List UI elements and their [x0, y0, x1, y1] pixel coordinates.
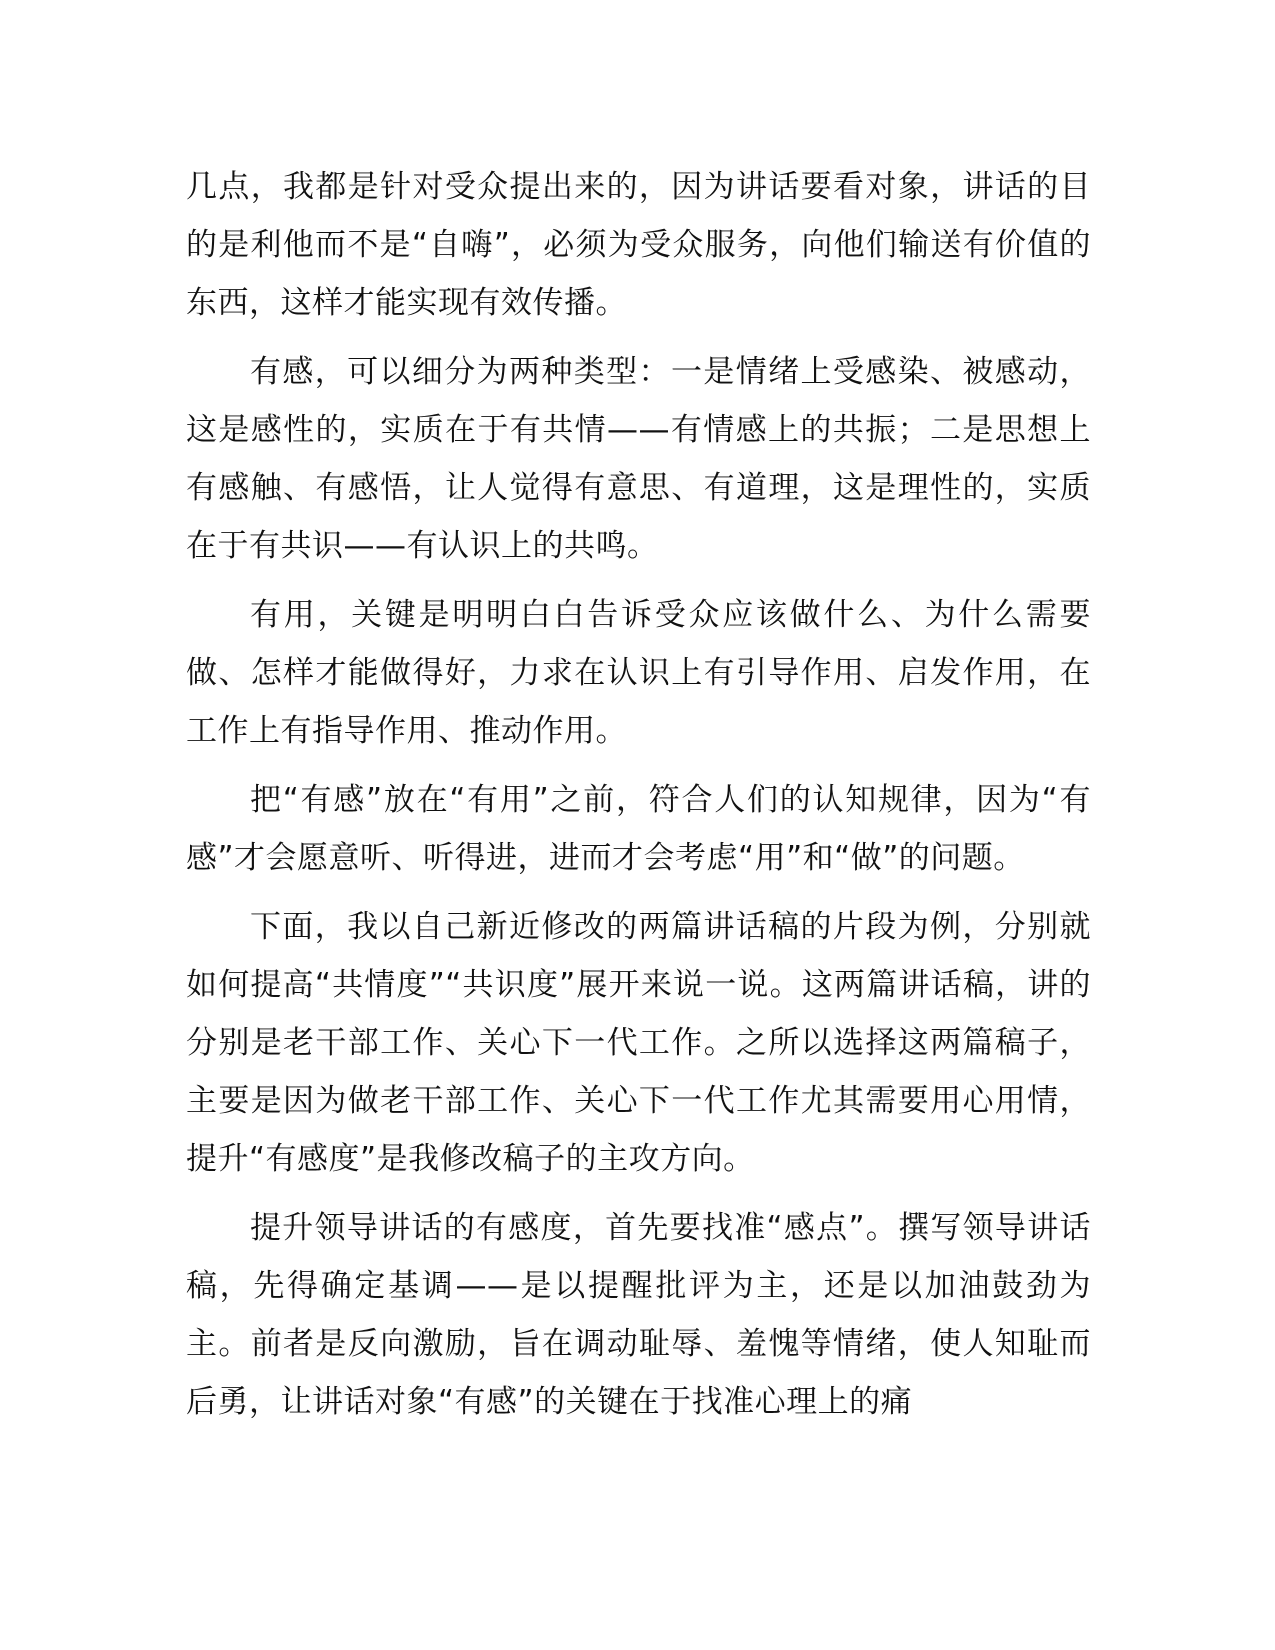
- paragraph-5: 下面，我以自己新近修改的两篇讲话稿的片段为例，分别就如何提高“共情度”“共识度”展开来说一说。这两篇讲话稿，讲的分别是老干部工作、关心下一代工作。之所以选择这两篇稿子，主要是因为做老干部工作、关心下一代工作尤其需要用心用情，提升“有感度”是我修改稿子的主攻方向。: [186, 909, 1091, 1177]
- paragraph-2: 有感，可以细分为两种类型：一是情绪上受感染、被感动，这是感性的，实质在于有共情——有情感上的共振；二是思想上有感触、有感悟，让人觉得有意思、有道理，这是理性的，实质在于有共识——有认识上的共鸣。: [186, 354, 1091, 564]
- paragraph-3: 有用，关键是明明白白告诉受众应该做什么、为什么需要做、怎样才能做得好，力求在认识上有引导作用、启发作用，在工作上有指导作用、推动作用。: [186, 597, 1091, 749]
- document-page: [186, 158, 1091, 1442]
- paragraph-1: 几点，我都是针对受众提出来的，因为讲话要看对象，讲话的目的是利他而不是“自嗨”，必须为受众服务，向他们输送有价值的东西，这样才能实现有效传播。: [186, 169, 1091, 321]
- paragraph-6: 提升领导讲话的有感度，首先要找准“感点”。撰写领导讲话稿，先得确定基调——是以提醒批评为主，还是以加油鼓劲为主。前者是反向激励，旨在调动耻辱、羞愧等情绪，使人知耻而后勇，让讲话对象“有感”的关键在于找准心理上的痛: [186, 1210, 1091, 1420]
- paragraph-4: 把“有感”放在“有用”之前，符合人们的认知规律，因为“有感”才会愿意听、听得进，进而才会考虑“用”和“做”的问题。: [186, 782, 1091, 876]
